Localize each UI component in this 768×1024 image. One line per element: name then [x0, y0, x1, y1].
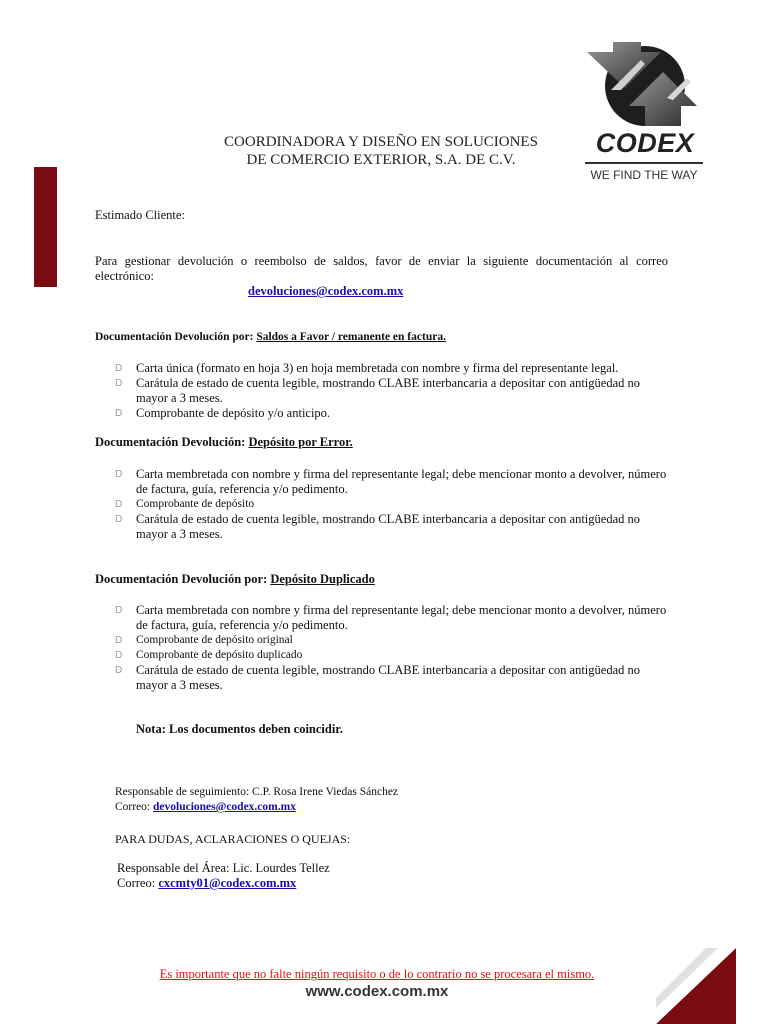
area-responsible: Responsable del Área: Lic. Lourdes Tellez [117, 861, 330, 875]
section3-prefix: Documentación Devolución por: [95, 572, 271, 586]
list-item: D Comprobante de depósito [115, 497, 675, 512]
greeting: Estimado Cliente: [95, 208, 185, 222]
section1-heading [95, 331, 446, 343]
footer-warning: Es importante que no falte ningún requisito o de lo contrario no se procesara el mismo. [159, 967, 595, 981]
area-email-link[interactable]: cxcmty01@codex.com.mx [158, 876, 297, 890]
section2-prefix: Documentación Devolución: [95, 435, 249, 449]
section3-list [115, 603, 675, 693]
left-accent-bar [34, 167, 57, 287]
section2-heading [95, 435, 353, 450]
codex-logo [583, 38, 705, 186]
section3-heading [95, 572, 375, 587]
section1-list [115, 361, 675, 421]
area-block [117, 861, 330, 891]
codex-arrows-logo-icon [583, 38, 705, 130]
list-item: D Comprobante de depósito y/o anticipo. [115, 406, 675, 421]
section1-prefix: Documentación Devolución por: [95, 331, 257, 343]
main-email-link[interactable]: devoluciones@codex.com.mx [248, 284, 404, 298]
logo-divider [585, 162, 703, 164]
list-item: D Carta única (formato en hoja 3) en hoja membretada con nombre y firma del representante legal. [115, 361, 675, 376]
list-item: D Comprobante de depósito duplicado [115, 648, 675, 663]
list-item: D Comprobante de depósito original [115, 633, 675, 648]
note: Nota: Los documentos deben coincidir. [136, 722, 343, 736]
section2-list [115, 467, 675, 542]
followup-email-link[interactable]: devoluciones@codex.com.mx [153, 801, 296, 813]
list-item: D Carátula de estado de cuenta legible, mostrando CLABE interbancaria a depositar con antigüedad no mayor a 3 meses. [115, 512, 675, 542]
corner-decoration [656, 948, 736, 1024]
logo-tagline: WE FIND THE WAY [590, 168, 698, 182]
list-item: D Carátula de estado de cuenta legible, mostrando CLABE interbancaria a depositar con antigüedad no mayor a 3 meses. [115, 663, 675, 693]
followup-email-label: Correo: [115, 801, 154, 813]
company-name-line2: DE COMERCIO EXTERIOR, S.A. DE C.V. [246, 152, 516, 168]
list-item: D Carta membretada con nombre y firma del representante legal; debe mencionar monto a devolver, número de factura, guía, referencia y/o pedimento. [115, 467, 675, 497]
followup-block [115, 785, 398, 815]
intro-paragraph: Para gestionar devolución o reembolso de saldos, favor de enviar la siguiente documentación al correo electrónico: [95, 254, 668, 283]
section1-title: Saldos a Favor / remanente en factura. [256, 331, 446, 343]
area-email-label: Correo: [117, 876, 159, 890]
logo-wordmark: CODEX [595, 128, 695, 158]
followup-responsible: Responsable de seguimiento: C.P. Rosa Irene Viedas Sánchez [115, 786, 399, 798]
list-item: D Carta membretada con nombre y firma del representante legal; debe mencionar monto a devolver, número de factura, guía, referencia y/o pedimento. [115, 603, 675, 633]
section3-title: Depósito Duplicado [270, 572, 375, 586]
company-name [200, 133, 562, 169]
doubts-title: PARA DUDAS, ACLARACIONES O QUEJAS: [115, 832, 351, 846]
list-item: D Carátula de estado de cuenta legible, mostrando CLABE interbancaria a depositar con antigüedad no mayor a 3 meses. [115, 376, 675, 406]
company-name-line1: COORDINADORA Y DISEÑO EN SOLUCIONES [224, 134, 538, 150]
footer-website: www.codex.com.mx [305, 983, 449, 1000]
section2-title: Depósito por Error. [248, 435, 353, 449]
